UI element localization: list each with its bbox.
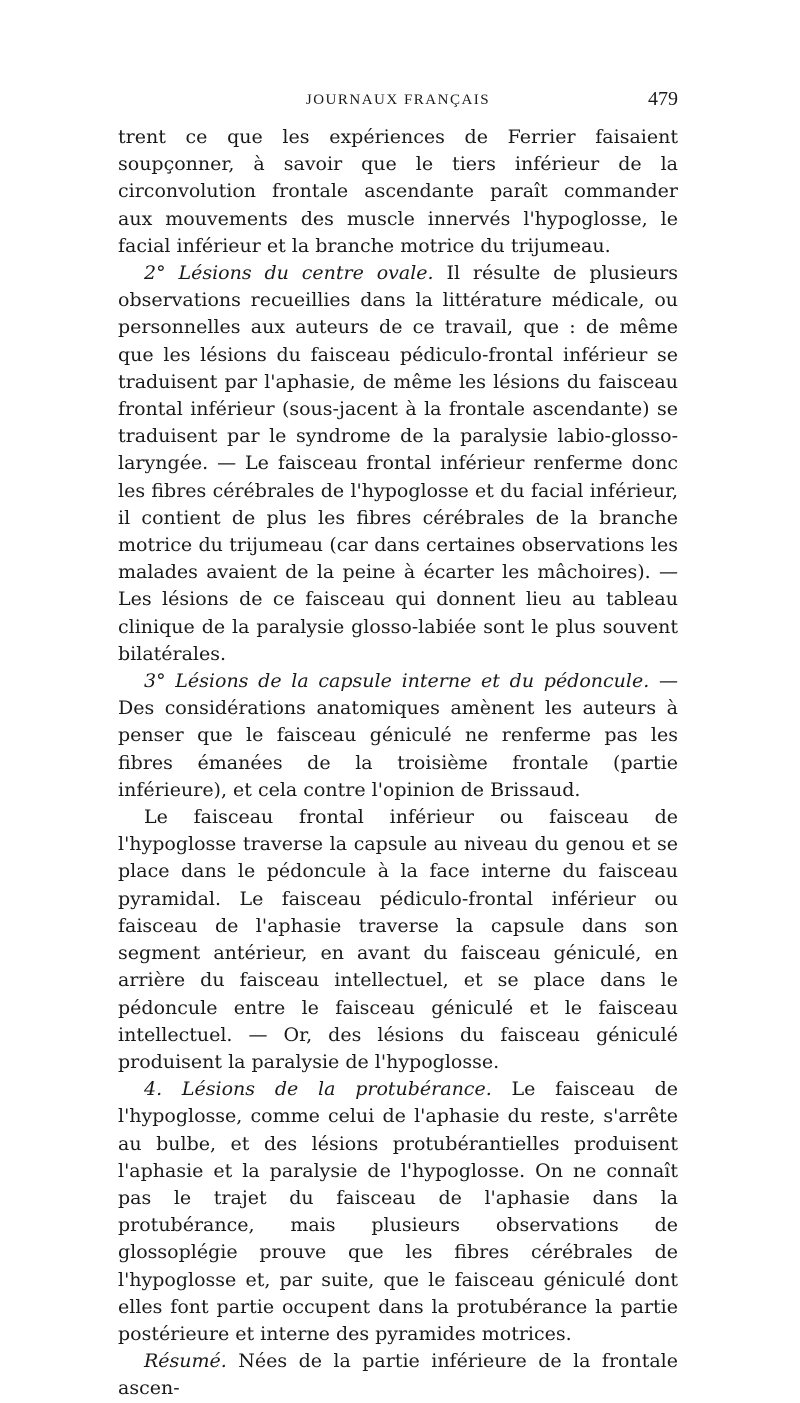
paragraph-text: trent ce que les expériences de Ferrier faisaient soupçonner, à savoir que le tiers inférieur de la circonvolution frontale ascendante paraît commander aux mouvements des muscle innervés l'hypoglosse, le facial inférieur et la branche motrice du trijumeau. xyxy=(118,126,678,257)
body-text xyxy=(118,124,678,1403)
paragraph-protuberance xyxy=(118,1076,678,1348)
section-heading: 2° Lésions du centre ovale. xyxy=(144,262,434,285)
paragraph-text: Le faisceau de l'hypoglosse, comme celui de l'aphasie du reste, s'arrête au bulbe, et des lésions protubérantielles produisent l'aphasie et la paralysie de l'hypoglosse. On ne connaît pas le trajet du faisceau de l'aphasie dans la protubérance, mais plusieurs observations de glossoplégie prouve que les fibres cérébrales de l'hypoglosse et, par suite, que le faisceau géniculé dont elles font partie occupent dans la protubérance la partie postérieure et interne des pyramides motrices. xyxy=(118,1078,678,1345)
page-number: 479 xyxy=(648,88,678,110)
paragraph-resume xyxy=(118,1348,678,1402)
section-heading: Résumé. xyxy=(144,1350,227,1373)
paragraph-faisceau-frontal xyxy=(118,804,678,1076)
section-heading: 3° Lésions de la capsule interne et du pédoncule. xyxy=(144,670,650,693)
paragraph-continuation xyxy=(118,124,678,260)
paragraph-capsule-interne xyxy=(118,668,678,804)
paragraph-text: Nées de la partie inférieure de la frontale ascen- xyxy=(118,1350,678,1400)
paragraph-text: Il résulte de plusieurs observations recueillies dans la littérature médicale, ou personnelles aux auteurs de ce travail, que : de même que les lésions du faisceau pédiculo-frontal inférieur se traduisent par l'aphasie, de même les lésions du faisceau frontal inférieur (sous-jacent à la frontale ascendante) se traduisent par le syndrome de la paralysie labio-glosso-laryngée. — Le faisceau frontal inférieur renferme donc les fibres cérébrales de l'hypoglosse et du facial inférieur, il contient de plus les fibres cérébrales de la branche motrice du trijumeau (car dans certaines observations les malades avaient de la peine à écarter les mâchoires). — Les lésions de ce faisceau qui donnent lieu au tableau clinique de la paralysie glosso-labiée sont le plus souvent bilatérales. xyxy=(118,262,678,665)
page-header xyxy=(118,88,678,118)
running-title: JOURNAUX FRANÇAIS xyxy=(305,92,491,108)
section-heading: 4. Lésions de la protubérance. xyxy=(144,1078,492,1101)
paragraph-text: Le faisceau frontal inférieur ou faisceau de l'hypoglosse traverse la capsule au niveau du genou et se place dans le pédoncule à la face interne du faisceau pyramidal. Le faisceau pédiculo-frontal inférieur ou faisceau de l'aphasie traverse la capsule dans son segment antérieur, en avant du faisceau géniculé, en arrière du faisceau intellectuel, et se place dans le pédoncule entre le faisceau géniculé et le faisceau intellectuel. — Or, des lésions du faisceau géniculé produisent la paralysie de l'hypoglosse. xyxy=(118,806,678,1073)
paragraph-centre-ovale xyxy=(118,260,678,668)
paragraph-text: — Des considérations anatomiques amènent les auteurs à penser que le faisceau géniculé ne renferme pas les fibres émanées de la troisième frontale (partie inférieure), et cela contre l'opinion de Brissaud. xyxy=(118,670,678,801)
